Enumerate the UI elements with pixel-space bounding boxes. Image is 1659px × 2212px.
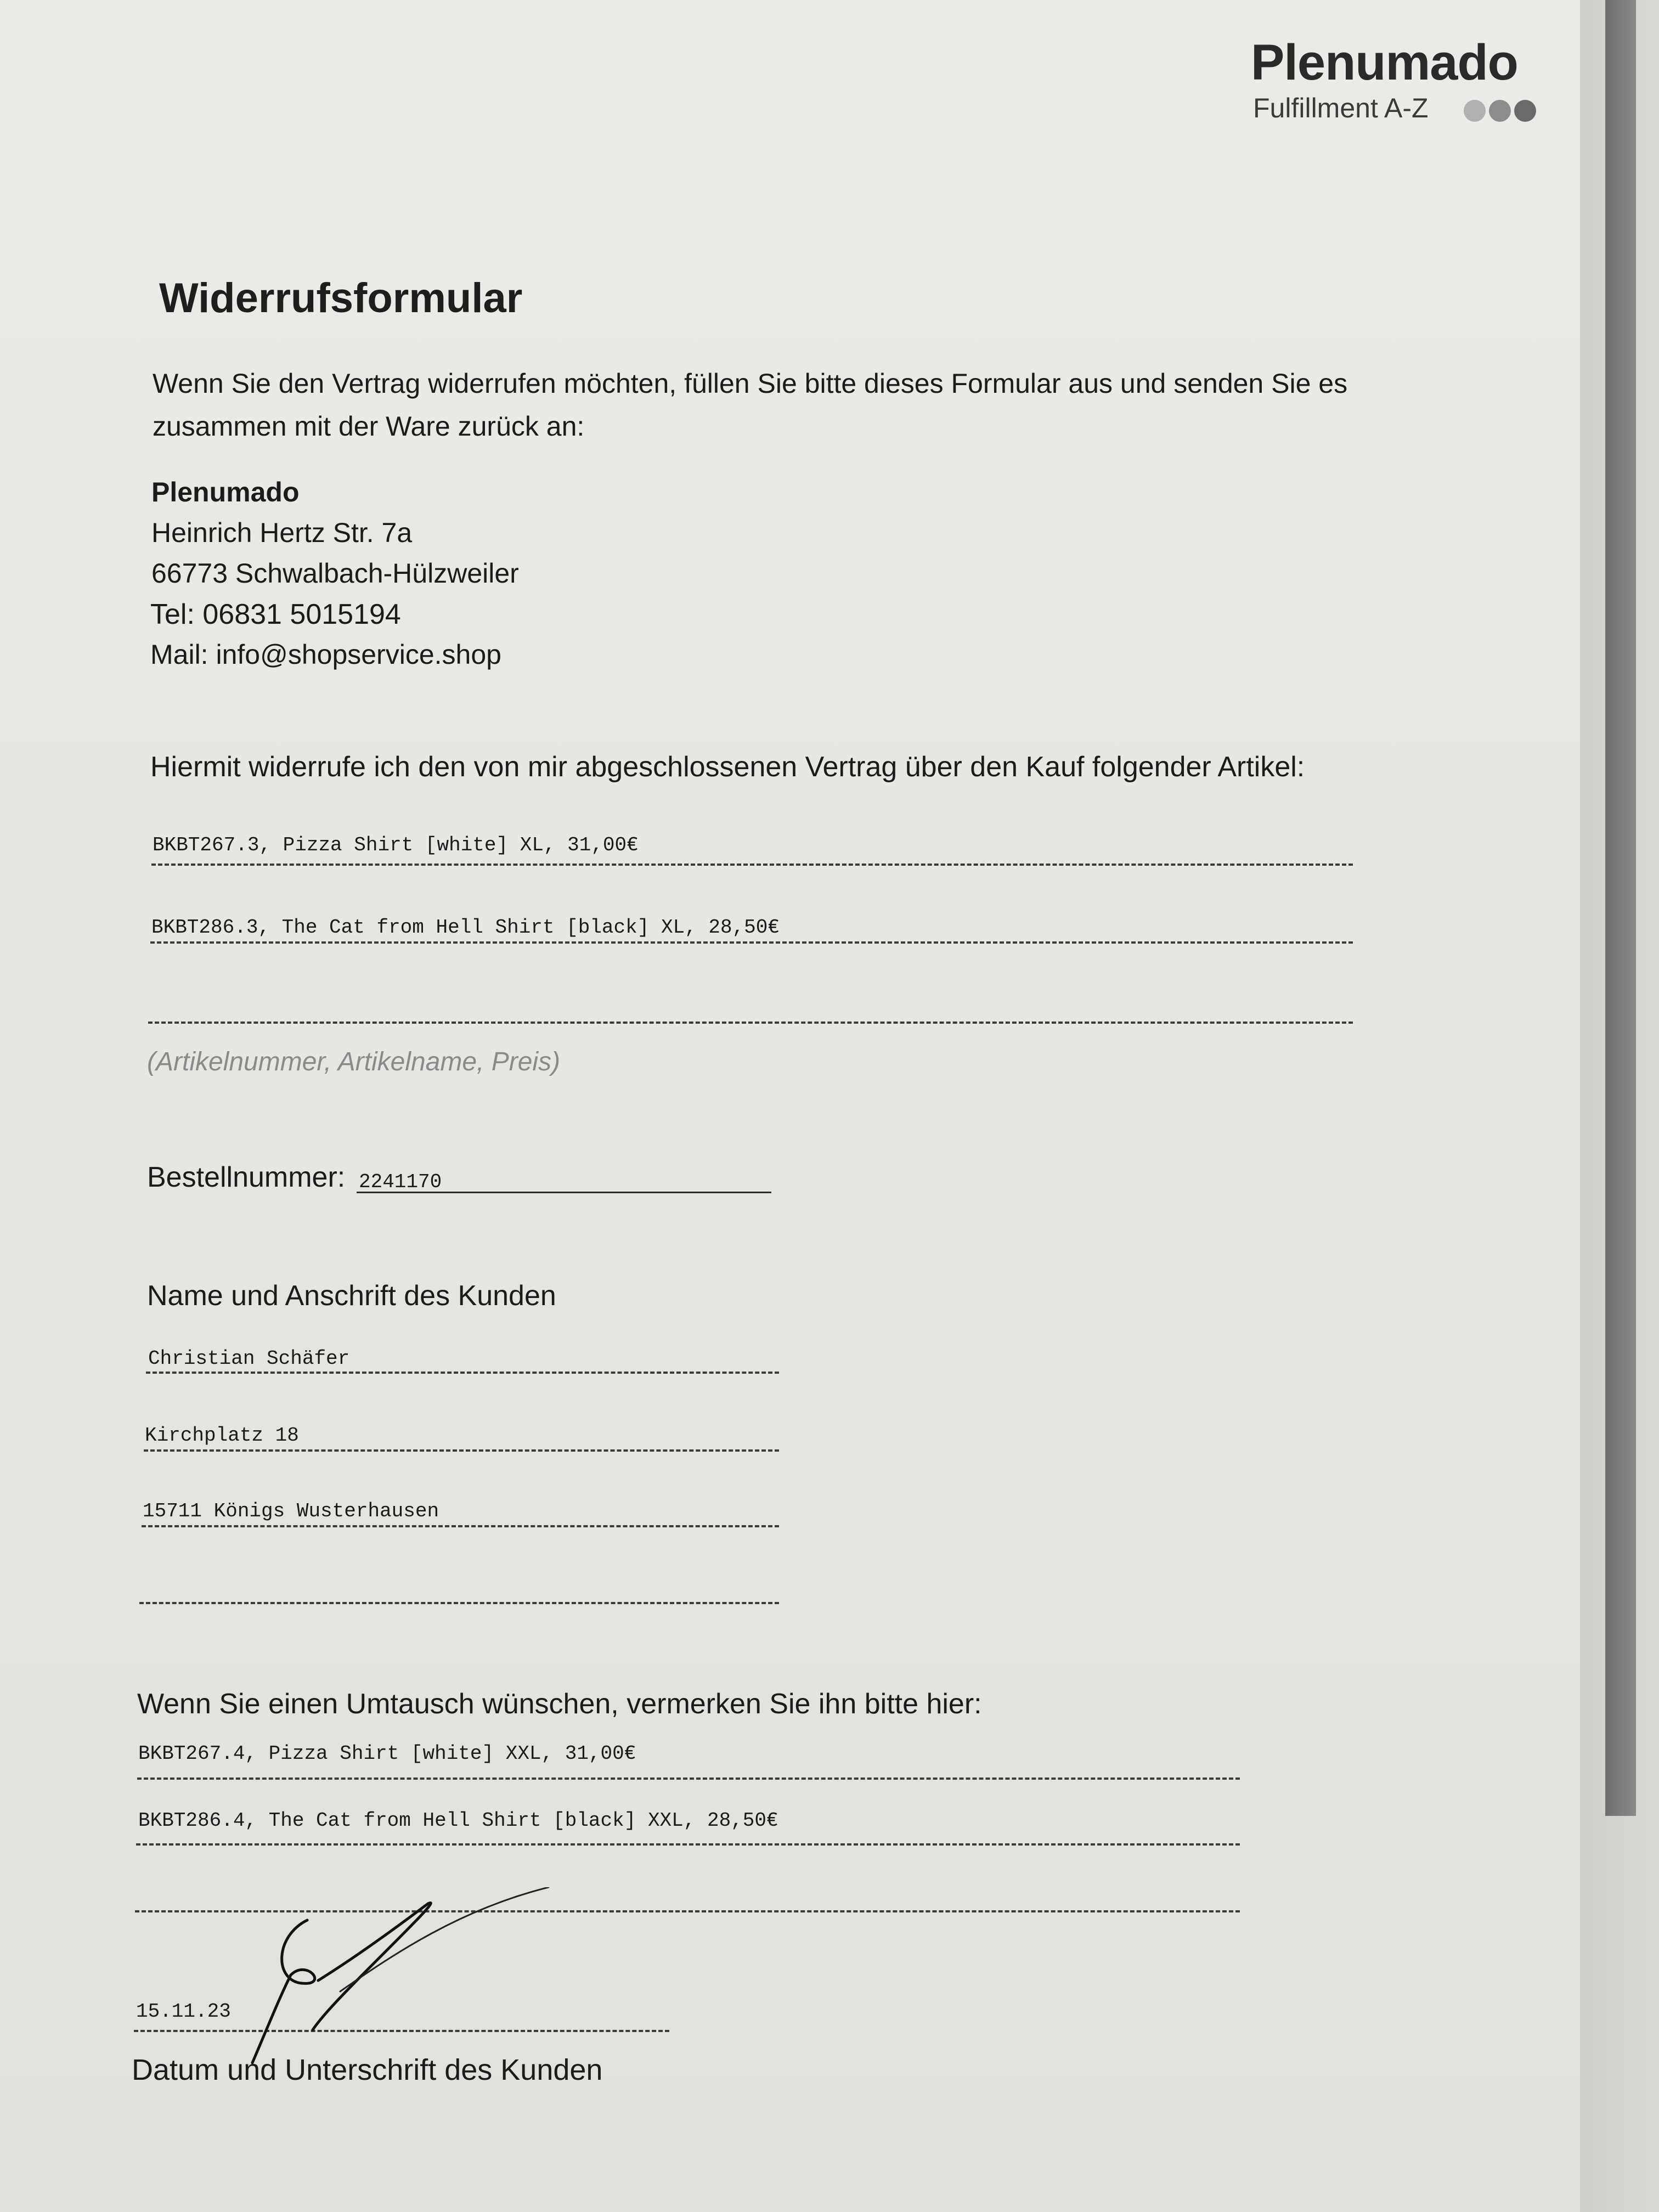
customer-underline — [146, 1372, 779, 1374]
logo-dot — [1489, 100, 1511, 122]
address-city: 66773 Schwalbach-Hülzweiler — [151, 558, 519, 589]
article-underline — [148, 1022, 1353, 1024]
exchange-heading: Wenn Sie einen Umtausch wünschen, vermerken Sie ihn bitte hier: — [137, 1688, 982, 1720]
exchange-underline — [137, 1778, 1240, 1780]
address-company: Plenumado — [151, 477, 300, 507]
withdrawal-heading: Hiermit widerrufe ich den von mir abgeschlossenen Vertrag über den Kauf folgender Artikel: — [150, 751, 1305, 783]
form-title: Widerrufsformular — [159, 275, 523, 321]
customer-underline — [144, 1449, 779, 1452]
order-number-label: Bestellnummer: — [147, 1161, 346, 1193]
article-underline — [150, 941, 1353, 944]
form-intro: Wenn Sie den Vertrag widerrufen möchten, füllen Sie bitte dieses Formular aus und senden Sie es zusammen mit der Ware zurück an: — [153, 368, 1348, 442]
side-bar — [1605, 0, 1636, 1816]
articles-hint: (Artikelnummer, Artikelname, Preis) — [147, 1047, 561, 1076]
exchange-underline — [136, 1843, 1240, 1846]
address-street: Heinrich Hertz Str. 7a — [151, 517, 413, 548]
article-underline — [151, 864, 1353, 866]
logo-dots-icon — [1464, 100, 1536, 122]
article-line-1[interactable]: BKBT267.3, Pizza Shirt [white] XL, 31,00€ — [153, 834, 639, 856]
customer-city-field[interactable]: 15711 Königs Wusterhausen — [143, 1500, 439, 1522]
date-field[interactable]: 15.11.23 — [136, 2000, 231, 2023]
signature-scribble — [241, 1887, 582, 2085]
order-number-underline — [357, 1192, 771, 1193]
customer-underline — [139, 1602, 779, 1604]
customer-heading: Name und Anschrift des Kunden — [147, 1280, 556, 1312]
address-mail: Mail: info@shopservice.shop — [150, 639, 501, 670]
article-line-2[interactable]: BKBT286.3, The Cat from Hell Shirt [black] XL, 28,50€ — [151, 916, 780, 939]
signature-label: Datum und Unterschrift des Kunden — [132, 2053, 603, 2086]
logo-name: Plenumado — [1251, 35, 1518, 91]
customer-underline — [142, 1525, 779, 1527]
customer-name-field[interactable]: Christian Schäfer — [148, 1347, 350, 1370]
logo-dot — [1514, 100, 1536, 122]
address-phone: Tel: 06831 5015194 — [150, 599, 401, 630]
logo-tagline: Fulfillment A-Z — [1253, 93, 1429, 123]
order-number-field[interactable]: 2241170 — [359, 1171, 442, 1193]
logo-dot — [1464, 100, 1486, 122]
exchange-line-2[interactable]: BKBT286.4, The Cat from Hell Shirt [black] XXL, 28,50€ — [138, 1809, 778, 1832]
exchange-line-1[interactable]: BKBT267.4, Pizza Shirt [white] XXL, 31,00€ — [138, 1742, 636, 1765]
customer-street-field[interactable]: Kirchplatz 18 — [145, 1424, 299, 1447]
